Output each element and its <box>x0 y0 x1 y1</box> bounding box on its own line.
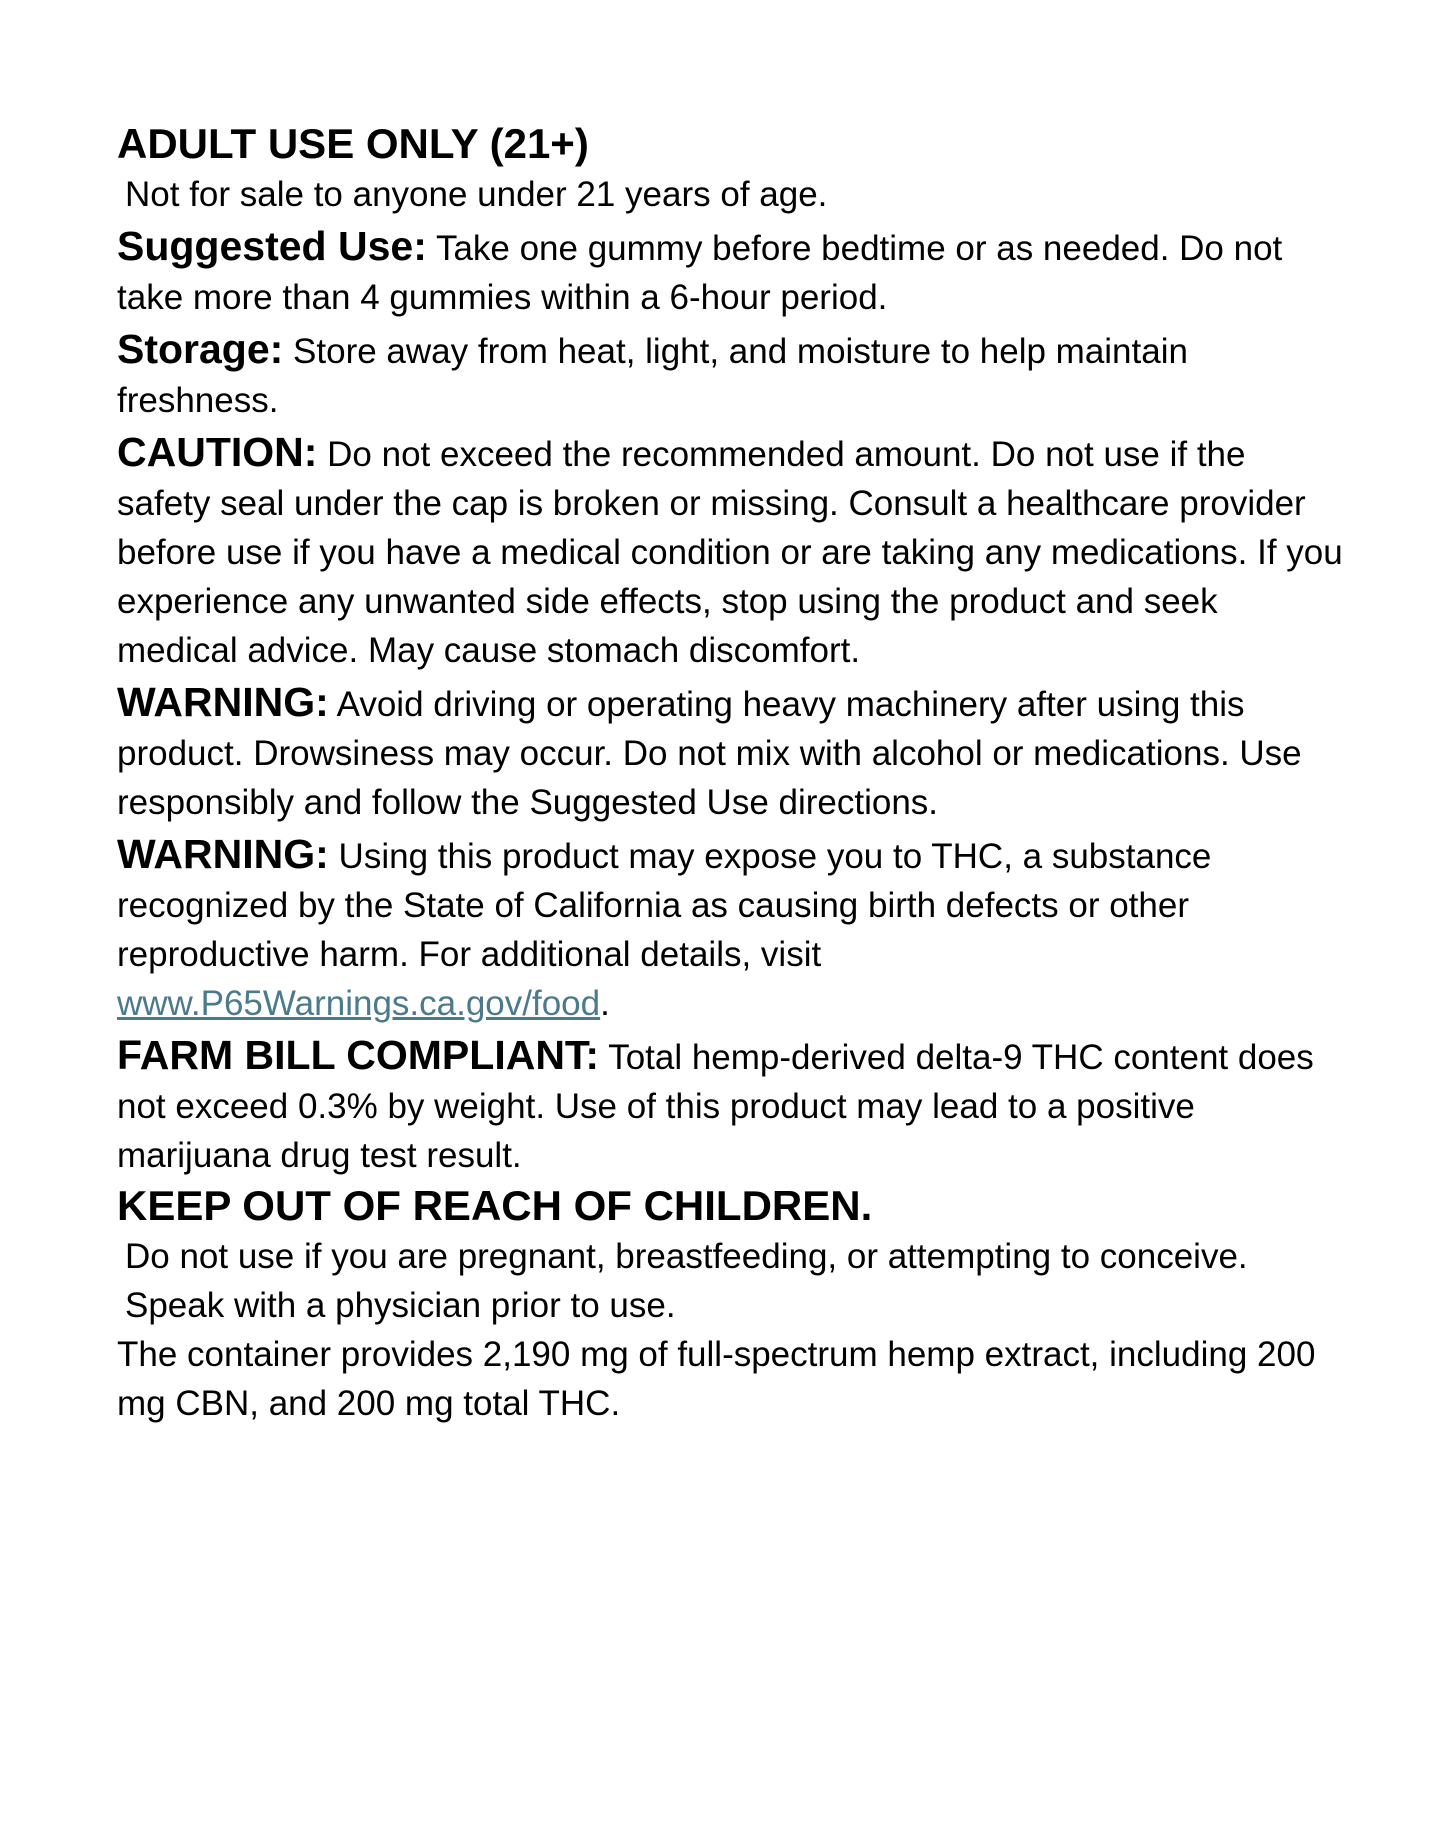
p65-link-suffix: . <box>600 984 610 1023</box>
farm-bill-lead: FARM BILL COMPLIANT: <box>117 1032 600 1078</box>
adult-use-heading: ADULT USE ONLY (21+) <box>117 120 589 167</box>
keep-out-of-reach-heading: KEEP OUT OF REACH OF CHILDREN. <box>117 1182 873 1229</box>
warning-prop65-section <box>117 830 1347 1028</box>
storage-section <box>117 325 1347 425</box>
warning-driving-text: Avoid driving or operating heavy machinery after using this product. Drowsiness may occur. Do not mix with alcohol or medications. Use responsibly and follow the Suggested Use directions. <box>117 685 1302 822</box>
caution-text: Do not exceed the recommended amount. Do not use if the safety seal under the cap is broken or missing. Consult a healthcare provider before use if you have a medical condition or are taking any medications. If you experience any unwanted side effects, stop using the product and seek medical advice. May cause stomach discomfort. <box>117 435 1343 670</box>
product-warning-label <box>117 118 1347 1428</box>
adult-use-text: Not for sale to anyone under 21 years of age. <box>125 175 828 214</box>
farm-bill-text: Total hemp-derived delta-9 THC content does not exceed 0.3% by weight. Use of this product may lead to a positive marijuana drug test result. <box>117 1038 1314 1175</box>
suggested-use-lead: Suggested Use: <box>117 223 427 269</box>
storage-lead: Storage: <box>117 326 284 372</box>
warning-driving-lead: WARNING: <box>117 679 329 725</box>
caution-lead: CAUTION: <box>117 429 318 475</box>
warning-prop65-lead: WARNING: <box>117 831 329 877</box>
farm-bill-section <box>117 1031 1347 1180</box>
caution-section <box>117 428 1347 675</box>
contents-text: The container provides 2,190 mg of full-spectrum hemp extract, including 200 mg CBN, and 200 mg total THC. <box>117 1335 1316 1423</box>
storage-text: Store away from heat, light, and moisture to help maintain freshness. <box>117 332 1188 420</box>
suggested-use-text: Take one gummy before bedtime or as needed. Do not take more than 4 gummies within a 6-hour period. <box>117 229 1283 317</box>
p65-warnings-link[interactable]: www.P65Warnings.ca.gov/food <box>117 984 601 1023</box>
warning-driving-section <box>117 678 1347 827</box>
pregnancy-text: Do not use if you are pregnant, breastfeeding, or attempting to conceive. Speak with a physician prior to use. <box>125 1237 1248 1325</box>
suggested-use-section <box>117 222 1347 322</box>
warning-prop65-text: Using this product may expose you to THC, a substance recognized by the State of California as causing birth defects or other reproductive harm. For additional details, visit <box>117 837 1212 974</box>
